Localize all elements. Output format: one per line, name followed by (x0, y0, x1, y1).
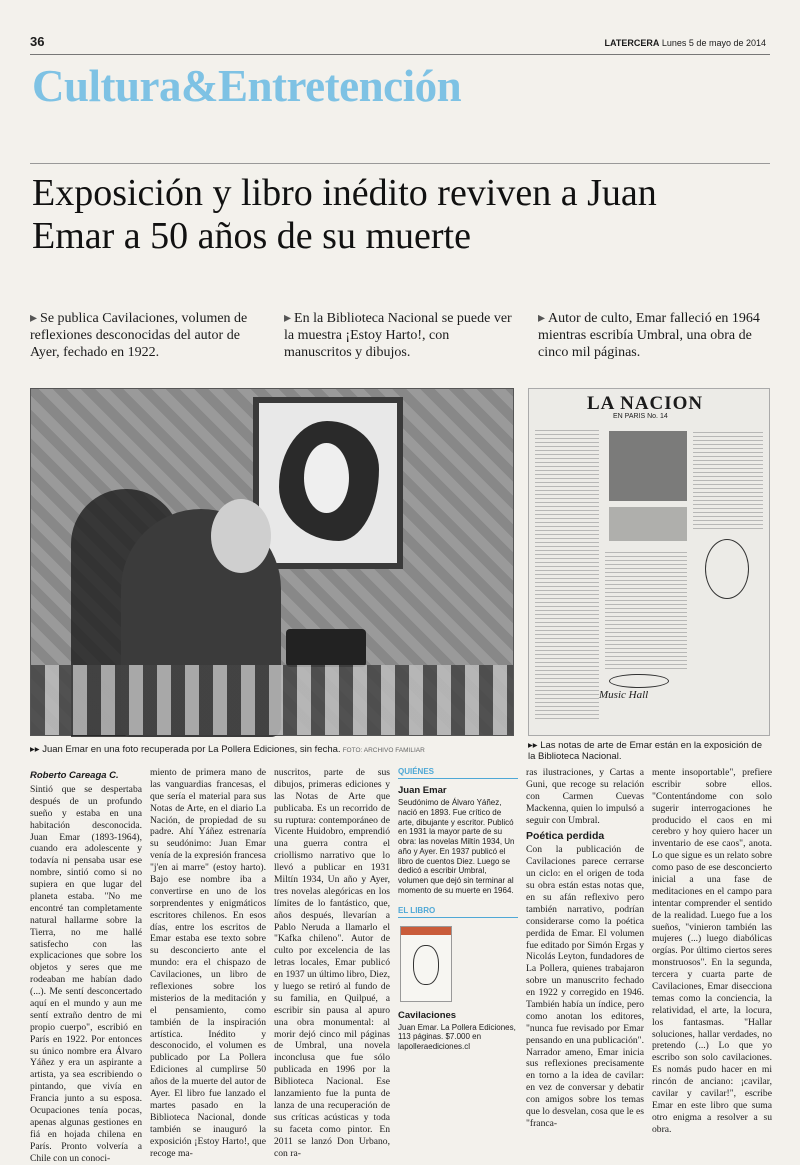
page-number: 36 (30, 34, 45, 49)
headline-rule (30, 163, 770, 164)
triangle-icon: ▸▸ (528, 740, 541, 751)
body-column-5-intro: ras ilustraciones, y Cartas a Guni, que recoge su relación con Carmen Cuevas Mackenna, quien lo impulsó a seguir con Umbral. (526, 767, 644, 826)
sidebar-author-bio: Seudónimo de Álvaro Yáñez, nació en 1893. Fue crítico de arte, dibujante y escritor. Publicó en 1931 la mayor parte de su obra: las novelas Miltín 1934, Un año y Ayer. En 1937 publicó el libro de cuentos Diez. Luego se dedicó a escribir Umbral, volumen que dejó sin terminar al momento de su muerte en 1964. (398, 798, 515, 895)
clipping-portrait (609, 431, 687, 501)
body-column-6: mente insoportable", prefiere escribir sobre ellos. "Contentándome con solo sugerir interrogaciones he producido el caos en mi cerebro y hoy quiero hacer un inventario de ese caos", anota. Lo que sigue es un relato sobre como paso de ese desconcierto inicial a una fase de meditaciones en el campo para intentar comprender el sentido de la realidad. Luego fue a los sueños, "vinieron también las mujeres (...) luego diabólicas orgías. Por último ciertos seres monstruosos". En la segunda, tercera y cuarta parte de Cavilaciones, Emar disecciona temas como la conciencia, la relatividad, el arte, la locura, los fantasmas. "Hallar soluciones, hallar verdades, no pretendo (...) Lo que yo escribo son solo cavilaciones. Es nomás pudo hacer en mi rincón de anciano: ¡cavilar, cavilar y cavilar!", escribe Emar en este libro que suma otro enigma a resolver a su obra. (652, 767, 772, 1135)
sidebar-book-info: Juan Emar. La Pollera Ediciones, 113 páginas. $7.000 en lapolleraediciones.cl (398, 1022, 516, 1051)
sidebar-label-who: QUIÉNES (398, 767, 518, 779)
masthead-brand: LATERCERA (604, 38, 660, 48)
masthead (605, 38, 766, 48)
deck-1-text: Se publica Cavilaciones, volumen de reflexiones desconocidas del autor de Ayer, fechado en 1922. (30, 311, 248, 361)
body-column-3: nuscritos, parte de sus dibujos, primeras ediciones y las Notas de Arte que publicaba. Es un recorrido de su ruptura: contemporáneo de Vicente Huidobro, emprendió una guerra contra el criollismo narrativo que lo llevó a publicar en 1931 Miltín 1934, Un año y Ayer, tres novelas alegóricas en los límites de lo fantástico, que, años después, llevarían a Pablo Neruda a llamarlo el "Kafka chileno". Autor de culto por excelencia de las letras locales, Emar publicó en 1937 un último libro, Diez, y luego se retiró al fundo de su familia, en Quilpué, a escribir sin pausa al apuro una obra monumental: al morir dejó cinco mil páginas de Umbral, una novela inconclusa que fue sólo publicada en 1996 por la Biblioteca Nacional. Ese lanzamiento fue la punta de lanza de una recuperación de sus críticas acústicas y toda su faceta como pintor. En 2011 se lanzó Don Urbano, con ra- (274, 767, 390, 1159)
photo-credit: FOTO: ARCHIVO FAMILIAR (342, 747, 425, 754)
checkered-floor (31, 665, 513, 735)
deck-3-text: Autor de culto, Emar falleció en 1964 mientras escribía Umbral, una obra de cinco mil páginas. (538, 311, 760, 361)
clipping-sketch (705, 539, 749, 599)
clipping-column (693, 429, 763, 529)
clipping-column (535, 429, 599, 719)
clipping-caption-text: Las notas de arte de Emar están en la exposición de la Biblioteca Nacional. (528, 740, 762, 763)
painting-frame (253, 397, 403, 569)
clipping-caption (528, 740, 768, 763)
deck-1 (30, 310, 264, 361)
clipping-image (609, 507, 687, 541)
deck-3 (538, 310, 772, 361)
clipping-subtitle: EN PARIS No. 14 (613, 413, 668, 420)
clipping-column (605, 549, 687, 669)
info-sidebar (398, 767, 518, 1159)
photo-caption (30, 744, 425, 755)
clipping-footer: Music Hall (599, 689, 649, 701)
sidebar-book-title: Cavilaciones (398, 1009, 457, 1021)
sidebar-label-book: EL LIBRO (398, 906, 518, 918)
triangle-icon: ▸▸ (30, 744, 43, 755)
triangle-icon: ▸ (538, 311, 546, 326)
triangle-icon: ▸ (30, 311, 38, 326)
man-head (211, 499, 271, 573)
masthead-date: Lunes 5 de mayo de 2014 (661, 38, 766, 48)
section-title: Cultura&Entretención (32, 61, 462, 111)
photo-caption-text: Juan Emar en una foto recuperada por La Pollera Ediciones, sin fecha. (42, 744, 341, 755)
body-column-2: miento de primera mano de las vanguardias francesas, el que sería el material para sus Notas de Arte, en el diario La Nación, de propiedad de su padre. Ahí Yáñez estrenaría su seudónimo: Juan Emar venía de la expresión francesa "j'en ai marre" (estoy harto). Bajo ese nombre iba a convertirse en uno de los sorprendentes y enigmáticos escritores chilenos. En esos días, entre los escritos de Emar estaba ese texto sobre su desconcierto ante el mundo: era el chispazo de Cavilaciones, un libro de reflexiones sobre los misterios de la meditación y el pensamiento, como también de la inspiración artística. Inédito y desconocido, el volumen es publicado por La Pollera Ediciones al cumplirse 50 años de la muerte del autor de Ayer. El libro fue lanzado el martes pasado en la Biblioteca Nacional, donde también se inauguró la exposición ¡Estoy Harto!, que recoge ma- (150, 767, 266, 1159)
triangle-icon: ▸ (284, 311, 292, 326)
byline: Roberto Careaga C. (30, 770, 119, 781)
sidebar-author-name: Juan Emar (398, 785, 447, 796)
emar-portrait-photo (30, 388, 514, 736)
newspaper-clipping (528, 388, 770, 736)
body-column-5 (526, 767, 644, 1159)
deck-row (30, 310, 772, 361)
top-rule (30, 54, 770, 55)
wall-shelf (286, 629, 366, 667)
body-column-5-text: Con la publicación de Cavilaciones parece cerrarse un ciclo: en el origen de toda su obra están estas notas que, en su afán reflexivo pero también narrativo, podrían considerarse como la poética perdida de Emar. El volumen fue editado por Simón Ergas y Nicolás Leyton, fundadores de La Pollera, quienes trabajaron sobre un manuscrito fechado en 1922 y corregido en 1946. También había un índice, pero como anotan los editores, "nunca fue revisado por Emar pensando en una publicación". Narrador ameno, Emar inicia sus reflexiones precisamente en torno a la idea de cavilar: en vez de conversar y debatir con amigos sobre los temas que lo desvelan, cosa que le es "franca- (526, 844, 644, 1129)
headline: Exposición y libro inédito reviven a Juan Emar a 50 años de su muerte (32, 172, 657, 257)
clipping-title: LA NACION (587, 393, 704, 414)
book-cover-image (400, 926, 452, 1002)
body-column-1: Sintió que se despertaba después de un profundo sueño y estaba en una habitación desconocida. Juan Emar (1893-1964), cuando era adolescente y todavía ni pensaba usar ese nombre, sintió como si no supiera en que lugar del planeta estaba. "No me encontré tan completamente natural hallarme sobre la Tierra, no me hallé satisfecho con las explicaciones que sobre los objetos y seres que me rodeaban me habían dado (...). Me sentí desconcertado aquí en el mundo y aun me sentí extraño dentro de mi propio cuerpo", escribió en París en 1922. Por entonces su único nombre era Álvaro Yáñez y era un aspirante a artista, ya sea escribiendo o pintando, que vivía en Francia junto a su esposa. Ocupaciones tenía pocas, apenas algunas gestiones en fiá en hojada chilena en París. Pronto volvería a Chile con un conoci- (30, 784, 142, 1164)
deck-2-text: En la Biblioteca Nacional se puede ver la muestra ¡Estoy Harto!, con manuscritos y dibujos. (284, 311, 512, 361)
deck-2 (284, 310, 518, 361)
clipping-sketch (609, 674, 669, 688)
subhead: Poética perdida (526, 830, 605, 843)
